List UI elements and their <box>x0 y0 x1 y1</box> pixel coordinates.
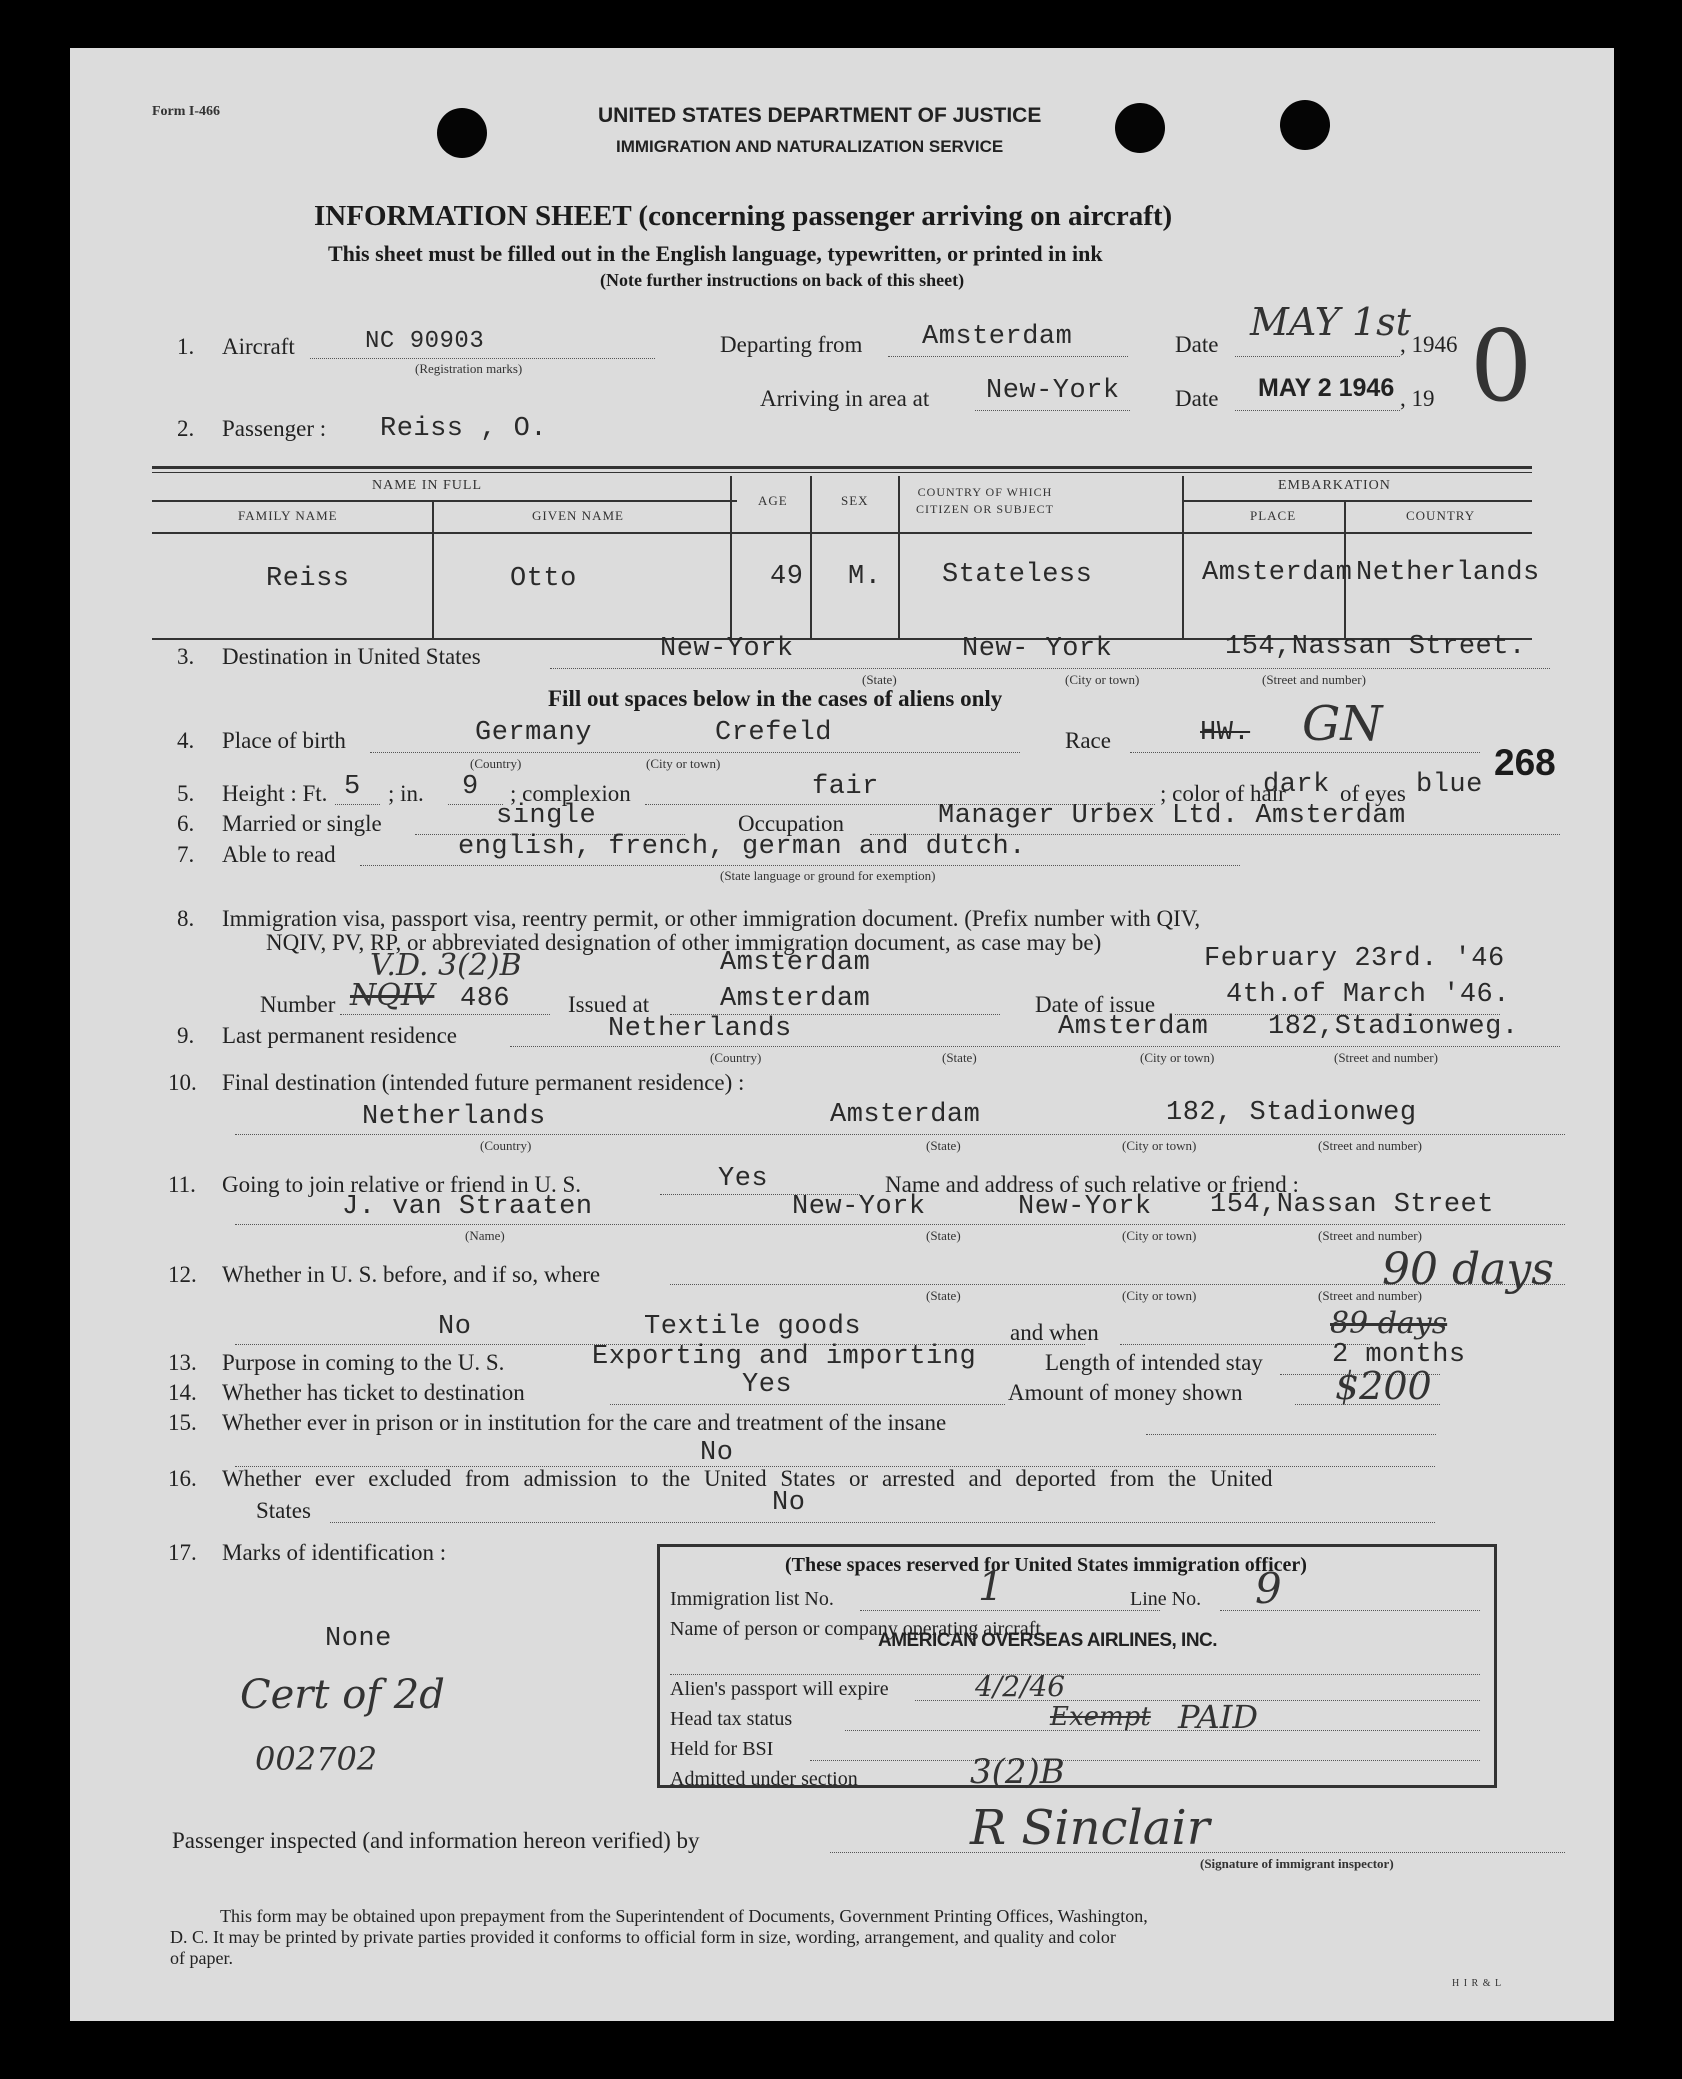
date2-label: Date <box>1175 386 1219 411</box>
company-stamp: AMERICAN OVERSEAS AIRLINES, INC. <box>878 1630 1218 1651</box>
occupation-value: Manager Urbex Ltd. Amsterdam <box>938 801 1406 831</box>
number-line <box>340 1014 550 1015</box>
q7-number: 7. <box>177 842 195 867</box>
inspector-caption: (Signature of immigrant inspector) <box>1200 1856 1394 1871</box>
footer-code: H I R & L <box>1452 1978 1503 1989</box>
q9-cap-city: (City or town) <box>1140 1050 1215 1065</box>
col-place: PLACE <box>1250 508 1297 523</box>
date-line <box>1235 356 1400 357</box>
q11-cap-street: (Street and number) <box>1318 1228 1422 1243</box>
stay-label: Length of intended stay <box>1045 1350 1263 1375</box>
read-label: Able to read <box>222 842 336 867</box>
q16-line <box>330 1522 1435 1523</box>
when-label: and when <box>1010 1320 1099 1345</box>
row-embark-country: Netherlands <box>1356 558 1540 588</box>
birth-city: Crefeld <box>715 718 832 748</box>
birth-country: Germany <box>475 718 592 748</box>
col-given-name: GIVEN NAME <box>532 508 624 523</box>
q3-number: 3. <box>177 644 195 669</box>
col-name-in-full: NAME IN FULL <box>372 478 482 493</box>
tax-value: PAID <box>1178 1698 1258 1736</box>
table-col-divider-4 <box>898 476 900 640</box>
table-col-divider-2 <box>730 476 732 640</box>
q16-value: No <box>772 1488 806 1518</box>
q4-label: Place of birth <box>222 728 346 753</box>
q14-label: Whether has ticket to destination <box>222 1380 525 1405</box>
q10-line <box>235 1134 1565 1135</box>
q3-cap-street: (Street and number) <box>1262 672 1366 687</box>
q12-label: Whether in U. S. before, and if so, where <box>222 1262 601 1287</box>
arriving-value: New-York <box>986 376 1120 406</box>
residence-city: Amsterdam <box>1058 1012 1209 1042</box>
q10-cap-city: (City or town) <box>1122 1138 1197 1153</box>
passport-value: 4/2/46 <box>975 1670 1066 1703</box>
tax-line <box>845 1730 1480 1731</box>
eyes-label: of eyes <box>1340 781 1406 806</box>
q3-cap-state: (State) <box>862 672 897 687</box>
hair-label: ; color of hair <box>1160 781 1286 806</box>
page-note: (Note further instructions on back of this sheet) <box>600 270 965 290</box>
q11-cap-city: (City or town) <box>1122 1228 1197 1243</box>
row-citizen: Stateless <box>942 560 1093 590</box>
q15-label: Whether ever in prison or in institution for the care and treatment of the insane <box>222 1410 947 1435</box>
stay-value: 2 months <box>1332 1340 1466 1370</box>
q10-label: Final destination (intended future permanent residence) : <box>222 1070 745 1095</box>
final-country: Netherlands <box>362 1102 546 1132</box>
footer-line-3: of paper. <box>170 1948 233 1968</box>
q15-line <box>1146 1434 1436 1435</box>
arriving-label: Arriving in area at <box>760 386 930 411</box>
height-ft: 5 <box>344 772 361 802</box>
officer-heading: (These spaces reserved for United States immigration officer) <box>785 1554 1307 1576</box>
number-handwritten: NQIV <box>350 978 435 1013</box>
form-number: Form I-466 <box>152 104 221 119</box>
read-value: english, french, german and dutch. <box>458 832 1026 862</box>
residence-country: Netherlands <box>608 1014 792 1044</box>
passport-label: Alien's passport will expire <box>670 1678 889 1700</box>
q11-cap-name: (Name) <box>465 1228 505 1243</box>
residence-street: 182,Stadionweg. <box>1268 1012 1519 1042</box>
row-family-name: Reiss <box>266 564 350 594</box>
q3-cap-city: (City or town) <box>1065 672 1140 687</box>
q4-number: 4. <box>177 728 195 753</box>
table-header-rule <box>152 532 1532 534</box>
money-value: $200 <box>1335 1364 1432 1408</box>
height-inches: 9 <box>462 772 479 802</box>
q1-aircraft-line <box>310 358 655 359</box>
q10-cap-country: (Country) <box>480 1138 532 1153</box>
q8-text-2: NQIV, PV, RP, or abbreviated designation of other immigration document, as case may be) <box>266 930 1102 955</box>
q11-label: Going to join relative or friend in U. S. <box>222 1172 581 1197</box>
complexion-value: fair <box>812 772 879 802</box>
year-suffix: , 1946 <box>1400 332 1458 357</box>
col-country-citizen: COUNTRY OF WHICH CITIZEN OR SUBJECT <box>916 485 1054 516</box>
col-family-name: FAMILY NAME <box>238 508 338 523</box>
q3-city: New- York <box>962 634 1113 664</box>
q12-cap-state: (State) <box>926 1288 961 1303</box>
page-title: INFORMATION SHEET (concerning passenger arriving on aircraft) <box>314 200 1173 232</box>
department-title: UNITED STATES DEPARTMENT OF JUSTICE <box>598 104 1042 127</box>
q12-cap-street: (Street and number) <box>1318 1288 1422 1303</box>
read-caption: (State language or ground for exemption) <box>720 868 936 883</box>
final-state: Amsterdam <box>830 1100 981 1130</box>
issue-date-value: 4th.of March '46. <box>1226 980 1510 1010</box>
hand-90-days: 90 days <box>1382 1244 1554 1295</box>
table-top-rule <box>152 466 1532 469</box>
q11-relative-line <box>235 1224 1565 1225</box>
q13-number: 13. <box>168 1350 197 1375</box>
q11-cap-state: (State) <box>926 1228 961 1243</box>
q14-number: 14. <box>168 1380 197 1405</box>
arriving-line <box>975 410 1130 411</box>
marital-label: Married or single <box>222 811 382 836</box>
date-label: Date <box>1175 332 1219 357</box>
race-struck: HW. <box>1200 718 1251 748</box>
table-sub-rule-name <box>152 500 737 502</box>
circle-mark: 0 <box>1470 310 1533 424</box>
q3-label: Destination in United States <box>222 644 481 669</box>
row-age: 49 <box>770 562 804 592</box>
footer-line-1: This form may be obtained upon prepayment from the Superintendent of Documents, Government Printing Offices, Washington, <box>220 1906 1148 1926</box>
q9-label: Last permanent residence <box>222 1023 457 1048</box>
list-value: 1 <box>978 1564 1004 1610</box>
q13-label: Purpose in coming to the U. S. <box>222 1350 505 1375</box>
relative-label: Name and address of such relative or friend : <box>885 1172 1299 1197</box>
issue-date-label: Date of issue <box>1035 992 1156 1017</box>
q12-goods: Textile goods <box>644 1312 862 1342</box>
col-age: AGE <box>758 493 788 508</box>
page-instruction: This sheet must be filled out in the English language, typewritten, or printed in ink <box>328 241 1103 266</box>
relative-state: New-York <box>792 1192 926 1222</box>
q12-value: No <box>438 1312 472 1342</box>
read-line <box>360 865 1240 866</box>
issued-value: Amsterdam <box>720 984 871 1014</box>
q9-cap-street: (Street and number) <box>1334 1050 1438 1065</box>
q16-label-2: States <box>256 1498 311 1523</box>
footer-line-2: D. C. It may be printed by private parties provided it conforms to official form in size, wording, arrangement, and quality and color <box>170 1927 1116 1947</box>
eyes-value: blue <box>1416 770 1483 800</box>
list-line <box>860 1610 1160 1611</box>
relative-city: New-York <box>1018 1192 1152 1222</box>
q4-cap-city: (City or town) <box>646 756 721 771</box>
col-embarkation: EMBARKATION <box>1278 478 1391 493</box>
q10-number: 10. <box>168 1070 197 1095</box>
q4-cap-country: (Country) <box>470 756 522 771</box>
inches-label: ; in. <box>388 781 424 806</box>
occupation-label: Occupation <box>738 811 845 836</box>
col-sex: SEX <box>841 493 869 508</box>
hair-value: dark <box>1263 770 1330 800</box>
join-value: Yes <box>718 1164 769 1194</box>
aliens-only-heading: Fill out spaces below in the cases of aliens only <box>548 686 1003 711</box>
q17-number: 17. <box>168 1540 197 1565</box>
line-value: 9 <box>1255 1564 1282 1613</box>
q3-street: 154,Nassan Street. <box>1225 632 1526 662</box>
inches-line <box>448 804 503 805</box>
passenger-label: Passenger : <box>222 416 327 441</box>
date2-stamp: MAY 2 1946 <box>1258 374 1395 402</box>
relative-name: J. van Straaten <box>342 1192 593 1222</box>
q12-number: 12. <box>168 1262 197 1287</box>
table-sub-rule-embark <box>1182 500 1532 502</box>
stamp-number: 268 <box>1494 742 1556 783</box>
q10-cap-state: (State) <box>926 1138 961 1153</box>
relative-street: 154,Nassan Street <box>1210 1190 1494 1220</box>
doc-place: Amsterdam <box>720 948 871 978</box>
q1-aircraft-label: Aircraft <box>222 334 295 359</box>
company-line <box>670 1674 1480 1675</box>
list-label: Immigration list No. <box>670 1588 834 1610</box>
q12-cap-city: (City or town) <box>1122 1288 1197 1303</box>
section-value: 3(2)B <box>970 1752 1065 1792</box>
col-country: COUNTRY <box>1406 508 1476 523</box>
race-label: Race <box>1065 728 1111 753</box>
purpose-value: Exporting and importing <box>592 1342 977 1372</box>
q11-number: 11. <box>168 1172 196 1197</box>
q17-label: Marks of identification : <box>222 1540 447 1565</box>
form-sheet <box>70 48 1614 2021</box>
officer-box <box>657 1544 1497 1788</box>
section-label: Admitted under section <box>670 1768 858 1790</box>
marital-value: single <box>496 801 597 831</box>
final-street: 182, Stadionweg <box>1166 1098 1417 1128</box>
ticket-line <box>610 1404 1005 1405</box>
punch-hole-left <box>437 108 487 158</box>
q8-number: 8. <box>177 906 195 931</box>
q17-hand-1: Cert of 2d <box>240 1672 445 1718</box>
q9-cap-state: (State) <box>942 1050 977 1065</box>
q17-hand-2: 002702 <box>255 1740 378 1778</box>
race-line <box>1130 752 1480 753</box>
service-title: IMMIGRATION AND NATURALIZATION SERVICE <box>616 137 1004 156</box>
passenger-value: Reiss , O. <box>380 414 548 444</box>
punch-hole-center <box>1115 103 1165 153</box>
row-given-name: Otto <box>510 564 577 594</box>
inspector-label: Passenger inspected (and information hereon verified) by <box>172 1828 700 1853</box>
tax-label: Head tax status <box>670 1708 793 1730</box>
q1-number: 1. <box>177 334 195 359</box>
date2-line <box>1235 410 1400 411</box>
number-label: Number <box>260 992 336 1017</box>
bsi-label: Held for BSI <box>670 1738 774 1760</box>
q9-cap-country: (Country) <box>710 1050 762 1065</box>
inspector-signature: R Sinclair <box>970 1800 1210 1856</box>
bsi-line <box>810 1760 1480 1761</box>
number-value: 486 <box>460 984 511 1014</box>
money-label: Amount of money shown <box>1008 1380 1243 1405</box>
q15-number: 15. <box>168 1410 197 1435</box>
line-label: Line No. <box>1130 1588 1202 1610</box>
complexion-label: ; complexion <box>510 781 631 806</box>
q2-number: 2. <box>177 416 195 441</box>
q17-value: None <box>325 1624 392 1654</box>
date-handwritten: MAY 1st <box>1250 300 1411 344</box>
q9-line <box>510 1046 1560 1047</box>
punch-hole-right <box>1280 100 1330 150</box>
q3-line <box>550 668 1550 669</box>
q4-line <box>370 752 1020 753</box>
q15-value: No <box>700 1438 734 1468</box>
q3-state: New-York <box>660 634 794 664</box>
registration-caption: (Registration marks) <box>415 361 523 376</box>
departing-value: Amsterdam <box>922 322 1073 352</box>
q10-cap-street: (Street and number) <box>1318 1138 1422 1153</box>
q5-number: 5. <box>177 781 195 806</box>
aircraft-value: NC 90903 <box>365 328 485 355</box>
race-handwritten: GN <box>1302 696 1383 752</box>
year2-suffix: , 19 <box>1400 386 1435 411</box>
doc-handwritten: V.D. 3(2)B <box>370 948 522 983</box>
hand-struck-days: 89 days <box>1330 1306 1448 1341</box>
departing-label: Departing from <box>720 332 863 357</box>
company-label: Name of person or company operating aircraft <box>670 1618 1041 1640</box>
q6-number: 6. <box>177 811 195 836</box>
row-sex: M. <box>848 562 882 592</box>
q16-number: 16. <box>168 1466 197 1491</box>
q16-label: Whether ever excluded from admission to the United States or arrested and deported from the United <box>222 1466 1273 1491</box>
tax-struck: Exempt <box>1050 1702 1151 1732</box>
ticket-value: Yes <box>742 1370 793 1400</box>
row-embark-place: Amsterdam <box>1202 558 1353 588</box>
doc-date: February 23rd. '46 <box>1204 944 1505 974</box>
table-col-divider-5 <box>1182 476 1184 640</box>
q8-text-1: Immigration visa, passport visa, reentry permit, or other immigration document. (Prefix number with QIV, <box>222 906 1201 931</box>
table-col-divider-1 <box>432 500 434 640</box>
height-label: Height : Ft. <box>222 781 328 806</box>
q9-number: 9. <box>177 1023 195 1048</box>
table-col-divider-3 <box>810 476 812 640</box>
issued-label: Issued at <box>568 992 650 1017</box>
height-ft-line <box>335 804 380 805</box>
departing-line <box>888 356 1128 357</box>
table-top-rule-2 <box>152 472 1532 473</box>
